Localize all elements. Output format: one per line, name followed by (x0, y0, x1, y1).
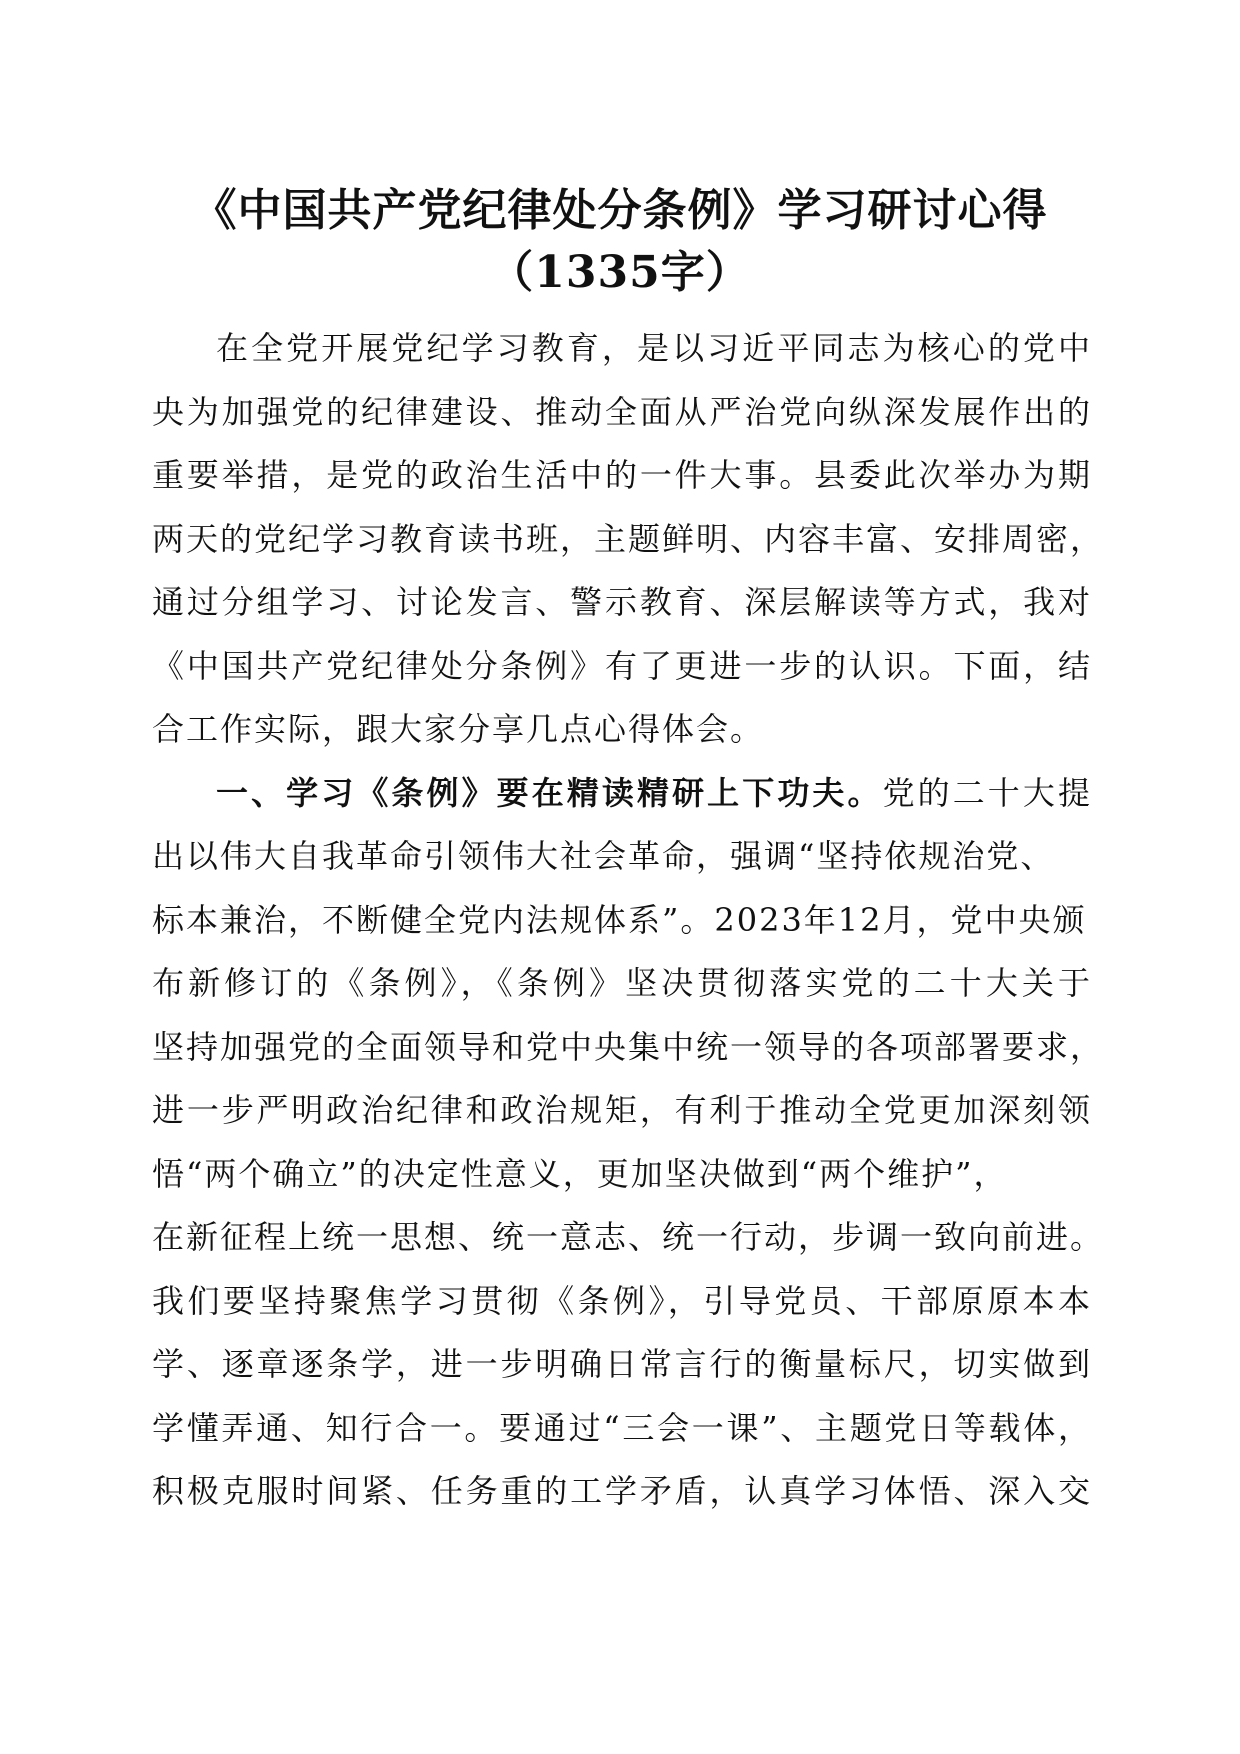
paragraph-1-line-1: 在全党开展党纪学习教育，是以习近平同志为核心的党中 (216, 329, 1092, 367)
paragraph-1-line-7: 合工作实际，跟大家分享几点心得体会。 (152, 710, 765, 748)
paragraph-2-line-4: 布新修订的《条例》，《条例》坚决贯彻落实党的二十大关于 (152, 964, 1092, 1002)
paragraph-2-line-3: 标本兼治，不断健全党内法规体系”。2023年12月，党中央颁 (152, 900, 1087, 939)
document-title: 《中国共产党纪律处分条例》学习研讨心得 (192, 185, 1048, 236)
paragraph-2-line-10: 学、逐章逐条学，进一步明确日常言行的衡量标尺，切实做到 (152, 1345, 1092, 1383)
section-heading: 一、学习《条例》要在精读精研上下功夫。 (216, 773, 883, 812)
paragraph-2-line-2: 出以伟大自我革命引领伟大社会革命，强调“坚持依规治党、 (152, 837, 1055, 875)
paragraph-1-line-4: 两天的党纪学习教育读书班，主题鲜明、内容丰富、安排周密， (152, 519, 1105, 558)
document-body (152, 317, 1105, 1524)
paragraph-2-line-1-text: 党的二十大提 (882, 773, 1092, 812)
paragraph-2-line-5: 坚持加强党的全面领导和党中央集中统一领导的各项部署要求， (152, 1027, 1105, 1066)
paragraph-2-line-1 (152, 762, 1092, 826)
paragraph-2-line-12: 积极克服时间紧、任务重的工学矛盾，认真学习体悟、深入交 (152, 1472, 1092, 1510)
paragraph-1-line-3: 重要举措，是党的政治生活中的一件大事。县委此次举办为期 (152, 456, 1092, 494)
document-subtitle: （1335字） (489, 247, 751, 298)
paragraph-2-line-9: 我们要坚持聚焦学习贯彻《条例》，引导党员、干部原原本本 (152, 1281, 1092, 1320)
paragraph-2-line-8: 在新征程上统一思想、统一意志、统一行动，步调一致向前进。 (152, 1218, 1105, 1256)
paragraph-2-line-7: 悟“两个确立”的决定性意义，更加坚决做到“两个维护”， (152, 1154, 1008, 1193)
paragraph-2-line-6: 进一步严明政治纪律和政治规矩，有利于推动全党更加深刻领 (152, 1091, 1092, 1129)
paragraph-1-line-6: 《中国共产党纪律处分条例》有了更进一步的认识。下面，结 (152, 646, 1092, 685)
paragraph-2-line-11: 学懂弄通、知行合一。要通过“三会一课”、主题党日等载体， (152, 1408, 1092, 1447)
paragraph-1-line-5: 通过分组学习、讨论发言、警示教育、深层解读等方式，我对 (152, 583, 1092, 621)
paragraph-1-line-2: 央为加强党的纪律建设、推动全面从严治党向纵深发展作出的 (152, 392, 1092, 431)
